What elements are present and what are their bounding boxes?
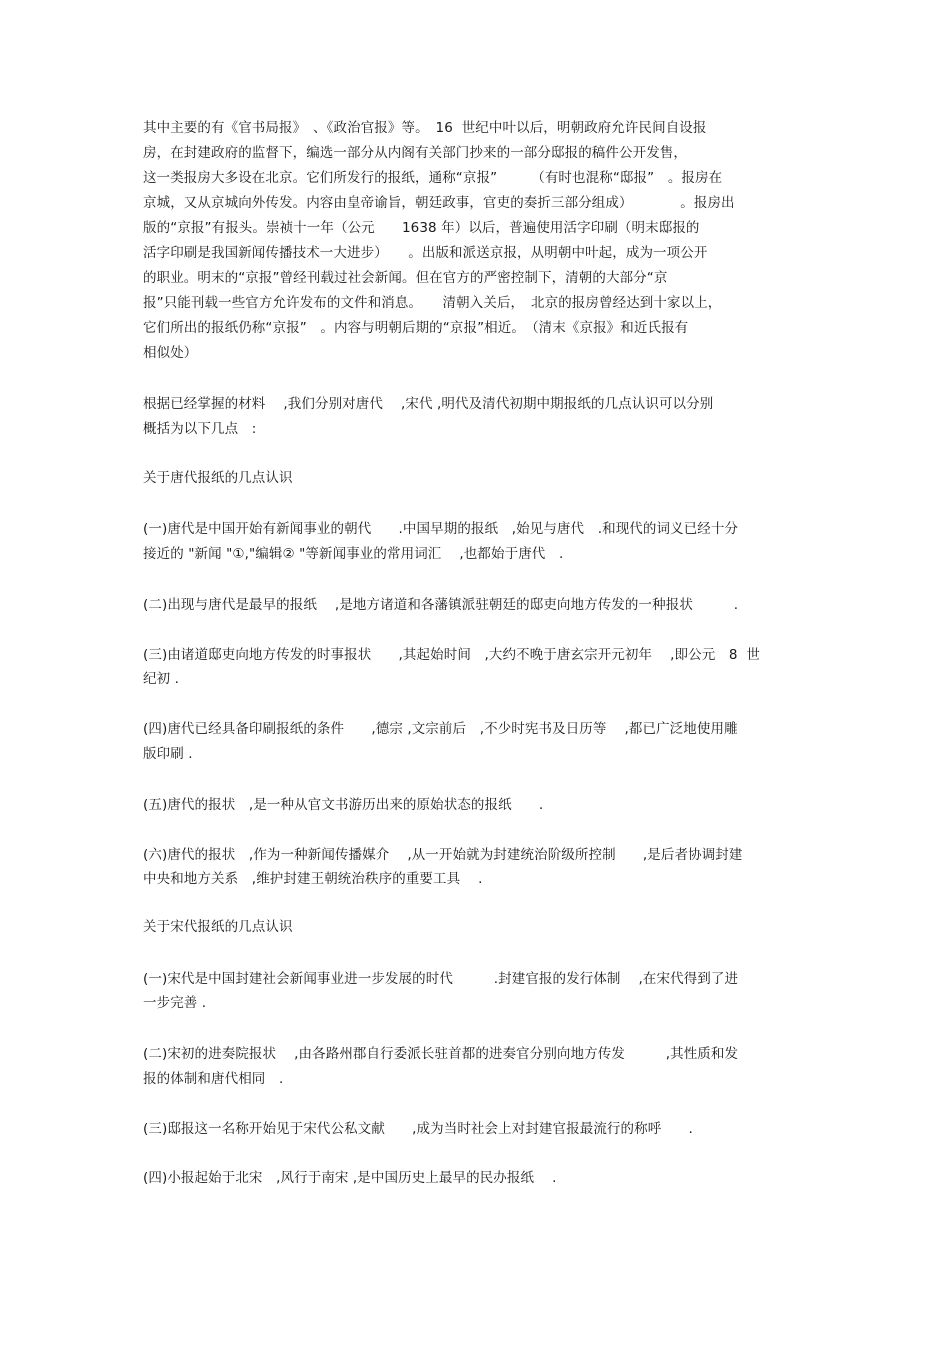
section-heading-song: 关于宋代报纸的几点认识: [143, 919, 293, 935]
list-item-line: 报的体制和唐代相同 .: [143, 1071, 284, 1087]
list-item-line: (二)宋初的进奏院报状 ,由各路州郡自行委派长驻首都的进奏官分别向地方传发 ,其性质和发: [143, 1046, 739, 1062]
paragraph-line: 它们所出的报纸仍称“京报” 。内容与明朝后期的“京报”相近。 （清末《京报》和近氏报有: [143, 320, 689, 336]
list-item-line: 纪初 .: [143, 671, 179, 687]
list-item-line: 一步完善 .: [143, 995, 207, 1011]
list-item-line: (四)唐代已经具备印刷报纸的条件 ,德宗 ,文宗前后 ,不少时宪书及日历等 ,都已广泛地使用雕: [143, 721, 738, 737]
list-item-line: (四)小报起始于北宋 ,风行于南宋 ,是中国历史上最早的民办报纸 .: [143, 1170, 557, 1186]
list-item-line: (六)唐代的报状 ,作为一种新闻传播媒介 ,从一开始就为封建统治阶级所控制 ,是后者协调封建: [143, 847, 743, 863]
list-item-line: (三)由诸道邸吏向地方传发的时事报状 ,其起始时间 ,大约不晚于唐玄宗开元初年 ,即公元 8 世: [143, 647, 760, 663]
paragraph-line: 根据已经掌握的材料 ,我们分别对唐代 ,宋代 ,明代及清代初期中期报纸的几点认识可以分别: [143, 396, 714, 412]
section-heading-tang: 关于唐代报纸的几点认识: [143, 470, 293, 486]
paragraph-line: 其中主要的有《官书局报》 、《政治官报》等。 16 世纪中叶以后，明朝政府允许民间自设报: [143, 120, 707, 136]
paragraph-line: 报”只能刊载一些官方允许发布的文件和消息。 清朝入关后， 北京的报房曾经达到十家以上，: [143, 295, 722, 311]
list-item-line: (一)唐代是中国开始有新闻事业的朝代 .中国早期的报纸 ,始见与唐代 .和现代的词义已经十分: [143, 521, 739, 537]
list-item-line: 中央和地方关系 ,维护封建王朝统治秩序的重要工具 .: [143, 871, 483, 887]
paragraph-line: 活字印刷是我国新闻传播技术一大进步） 。出版和派送京报，从明朝中叶起，成为一项公开: [143, 245, 708, 261]
list-item-line: (五)唐代的报状 ,是一种从官文书游历出来的原始状态的报纸 .: [143, 797, 544, 813]
paragraph-line: 的职业。明末的“京报”曾经刊载过社会新闻。但在官方的严密控制下，清朝的大部分“京: [143, 270, 668, 286]
list-item-line: (三)邸报这一名称开始见于宋代公私文献 ,成为当时社会上对封建官报最流行的称呼 .: [143, 1121, 693, 1137]
paragraph-line: 相似处）: [143, 345, 198, 361]
paragraph-line: 概括为以下几点 :: [143, 421, 257, 437]
list-item-line: (二)出现与唐代是最早的报纸 ,是地方诸道和各藩镇派驻朝廷的邸吏向地方传发的一种报状 .: [143, 597, 739, 613]
list-item-line: 接近的 "新闻 "①,"编辑② "等新闻事业的常用词汇 ,也都始于唐代 .: [143, 546, 564, 562]
paragraph-line: 房，在封建政府的监督下，编选一部分从内阁有关部门抄来的一部分邸报的稿件公开发售，: [143, 145, 687, 161]
paragraph-line: 这一类报房大多设在北京。它们所发行的报纸，通称“京报” （有时也混称“邸报” 。报房在: [143, 170, 723, 186]
list-item-line: 版印刷 .: [143, 746, 193, 762]
paragraph-line: 版的“京报”有报头。崇祯十一年（公元 1638 年）以后，普遍使用活字印刷（明末邸报的: [143, 220, 700, 236]
paragraph-line: 京城，又从京城向外传发。内容由皇帝谕旨，朝廷政事，官吏的奏折三部分组成） 。报房出: [143, 195, 735, 211]
list-item-line: (一)宋代是中国封建社会新闻事业进一步发展的时代 .封建官报的发行体制 ,在宋代得到了进: [143, 971, 739, 987]
